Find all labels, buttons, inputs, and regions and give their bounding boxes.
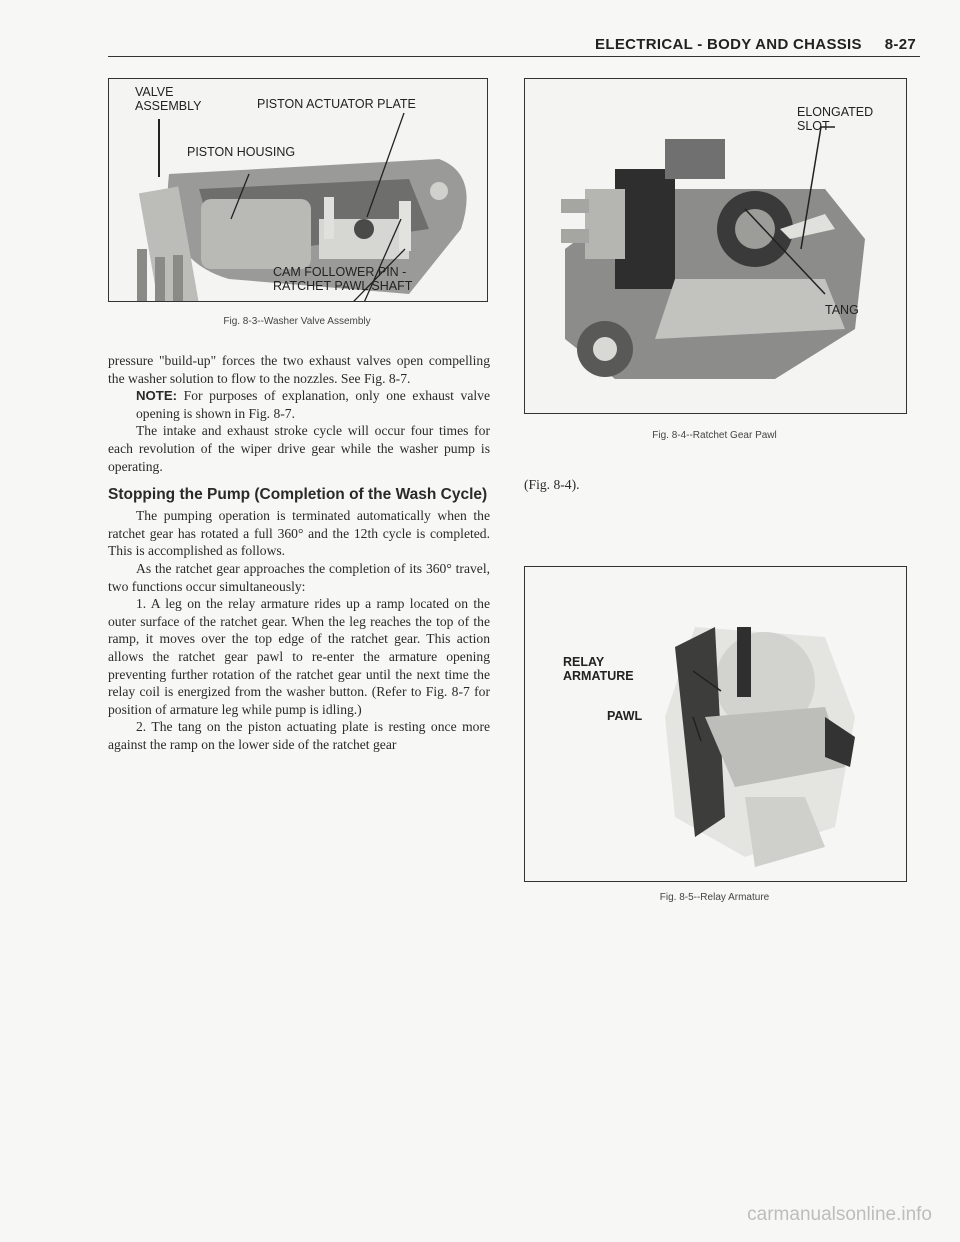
watermark: carmanualsonline.info (747, 1204, 932, 1225)
paragraph-pressure-buildup: pressure "build-up" forces the two exhaust valves open compelling the washer solution to flow to the nozzles. See Fig. 8-7. (108, 353, 490, 386)
section-heading-stopping-pump: Stopping the Pump (Completion of the Wash Cycle) (108, 486, 488, 504)
page-number: 8-27 (884, 36, 916, 53)
relay-armature-illustration (525, 567, 906, 881)
right-column-fragment (524, 476, 724, 494)
note-lead: NOTE: (136, 388, 178, 404)
note-text: For purposes of explanation, only one exhaust valve opening is shown in Fig. 8-7. (136, 388, 490, 421)
paragraph-step-1: 1. A leg on the relay armature rides up a ramp located on the outer surface of the ratchet gear. When the leg reaches the top of the ramp, it moves over the top edge of the ratchet gear. This action allows the ratchet gear pawl to re-enter the armature opening preventing further rotation of the ratchet gear until the next time the relay coil is energized from the washer button. (Refer to Fig. 8-7 for position of armature leg while pump is idling.) (108, 596, 490, 717)
header-rule (108, 56, 920, 57)
caption-fig-8-5: Fig. 8-5--Relay Armature (659, 892, 770, 903)
label-elongated-slot: ELONGATED SLOT (797, 105, 874, 133)
figure-washer-valve-assembly (108, 78, 488, 302)
paragraph-pumping-terminated: The pumping operation is terminated automatically when the ratchet gear has rotated a full 360° and the 12th cycle is completed. This is accomplished as follows. (108, 508, 490, 559)
label-relay-armature: RELAY ARMATURE (563, 655, 634, 683)
label-pawl: PAWL (607, 709, 643, 723)
paragraph-stroke-cycle: The intake and exhaust stroke cycle will occur four times for each revolution of the wiper drive gear while the washer pump is operating. (108, 423, 490, 474)
paragraph-ratchet-approaches: As the ratchet gear approaches the completion of its 360° travel, two functions occur simultaneously: (108, 560, 490, 594)
label-valve-assembly: VALVE ASSEMBLY (135, 85, 202, 113)
body-text-column (108, 352, 490, 753)
header-title: ELECTRICAL - BODY AND CHASSIS (595, 36, 862, 53)
caption-fig-8-3: Fig. 8-3--Washer Valve Assembly (223, 316, 371, 327)
figure-relay-armature (524, 566, 907, 882)
label-piston-housing: PISTON HOUSING (187, 145, 296, 159)
paragraph-step-2: 2. The tang on the piston actuating plate is resting once more against the ramp on the lower side of the ratchet gear (108, 719, 490, 752)
page-header (536, 36, 916, 53)
note-paragraph (108, 387, 490, 422)
figure-ratchet-gear-pawl (524, 78, 907, 414)
label-piston-actuator-plate: PISTON ACTUATOR PLATE (257, 97, 416, 111)
caption-fig-8-4: Fig. 8-4--Ratchet Gear Pawl (652, 430, 777, 441)
paragraph-fig-reference: (Fig. 8-4). (524, 477, 580, 492)
label-cam-follower-pin: CAM FOLLOWER PIN - RATCHET PAWL SHAFT (273, 265, 413, 293)
label-tang: TANG (825, 303, 859, 317)
